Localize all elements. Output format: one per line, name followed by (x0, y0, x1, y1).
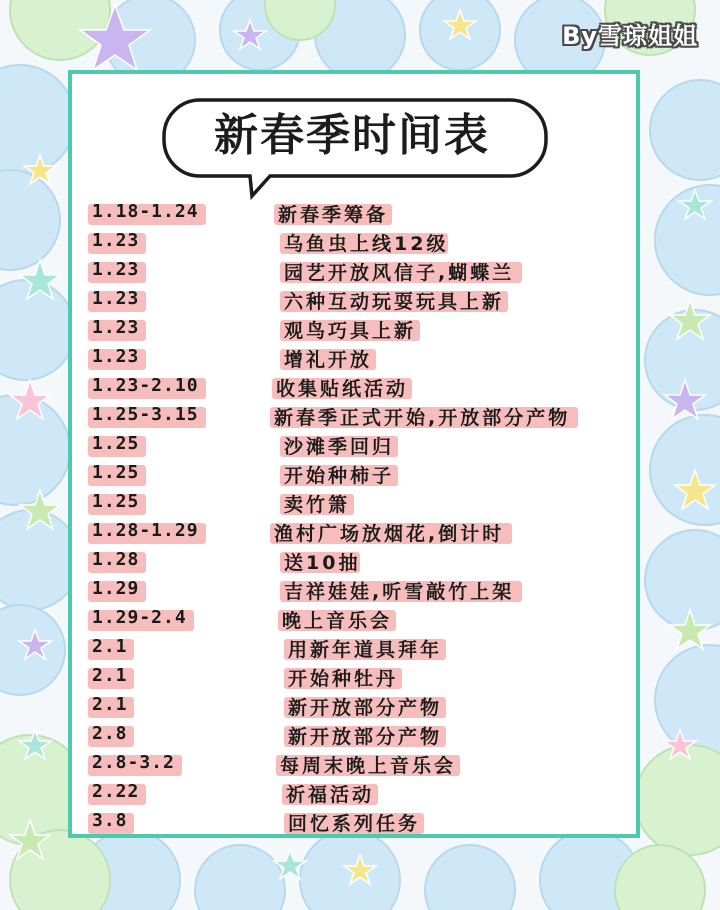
schedule-row (88, 692, 648, 721)
schedule-row (88, 518, 648, 547)
schedule-date: 1.23 (92, 346, 140, 367)
schedule-event: 送10抽 (284, 552, 361, 574)
schedule-date: 1.23 (92, 317, 140, 338)
schedule-row (88, 779, 648, 808)
schedule-row (88, 489, 648, 518)
schedule-date: 1.25-3.15 (92, 404, 199, 425)
schedule-row (88, 460, 648, 489)
schedule-row (88, 431, 648, 460)
schedule-row (88, 721, 648, 750)
schedule-date: 1.23-2.10 (92, 375, 199, 396)
schedule-row (88, 547, 648, 576)
schedule-event: 回忆系列任务 (288, 813, 421, 835)
schedule-event: 新春季筹备 (278, 204, 389, 226)
schedule-date: 2.1 (92, 665, 128, 686)
schedule-date: 2.22 (92, 781, 140, 802)
schedule-event: 园艺开放风信子,蝴蝶兰 (284, 262, 515, 284)
schedule-date: 1.29 (92, 578, 140, 599)
schedule-event: 用新年道具拜年 (288, 639, 443, 661)
schedule-date: 1.23 (92, 288, 140, 309)
schedule-date: 2.1 (92, 636, 128, 657)
schedule-date: 1.29-2.4 (92, 607, 187, 628)
author-credit: By雪琼姐姐 (562, 22, 698, 50)
schedule-date: 1.25 (92, 462, 140, 483)
schedule-row (88, 228, 648, 257)
schedule-event: 吉祥娃娃,听雪敲竹上架 (284, 581, 515, 603)
schedule-row (88, 257, 648, 286)
schedule-event: 增礼开放 (284, 349, 373, 371)
schedule-date: 2.1 (92, 694, 128, 715)
schedule-row (88, 402, 648, 431)
schedule-date: 2.8-3.2 (92, 752, 175, 773)
schedule-event: 卖竹箫 (284, 494, 351, 516)
schedule-event: 渔村广场放烟花,倒计时 (274, 523, 505, 545)
schedule-event: 沙滩季回归 (284, 436, 395, 458)
schedule-row (88, 344, 648, 373)
schedule-row (88, 286, 648, 315)
schedule-date: 3.8 (92, 810, 128, 831)
schedule-row (88, 605, 648, 634)
schedule-date: 1.25 (92, 491, 140, 512)
schedule-row (88, 750, 648, 779)
schedule-event: 新开放部分产物 (288, 726, 443, 748)
schedule-event: 祈福活动 (286, 784, 375, 806)
schedule-row (88, 199, 648, 228)
schedule-row (88, 808, 648, 837)
schedule-list (88, 199, 648, 837)
schedule-event: 晚上音乐会 (282, 610, 393, 632)
schedule-event: 六种互动玩耍玩具上新 (284, 291, 505, 313)
schedule-row (88, 634, 648, 663)
schedule-event: 新春季正式开始,开放部分产物 (274, 407, 571, 429)
schedule-row (88, 663, 648, 692)
schedule-date: 1.25 (92, 433, 140, 454)
schedule-row (88, 373, 648, 402)
schedule-row (88, 315, 648, 344)
schedule-event: 乌鱼虫上线12级 (284, 233, 449, 255)
schedule-event: 开始种牡丹 (288, 668, 399, 690)
schedule-event: 新开放部分产物 (288, 697, 443, 719)
schedule-event: 收集贴纸活动 (276, 378, 409, 400)
schedule-date: 1.28 (92, 549, 140, 570)
schedule-date: 1.23 (92, 230, 140, 251)
schedule-event: 每周末晚上音乐会 (280, 755, 457, 777)
schedule-date: 1.23 (92, 259, 140, 280)
schedule-event: 观鸟巧具上新 (284, 320, 417, 342)
page-title: 新春季时间表 (214, 110, 490, 161)
schedule-date: 2.8 (92, 723, 128, 744)
schedule-event: 开始种柿子 (284, 465, 395, 487)
schedule-date: 1.28-1.29 (92, 520, 199, 541)
schedule-row (88, 576, 648, 605)
schedule-date: 1.18-1.24 (92, 201, 199, 222)
